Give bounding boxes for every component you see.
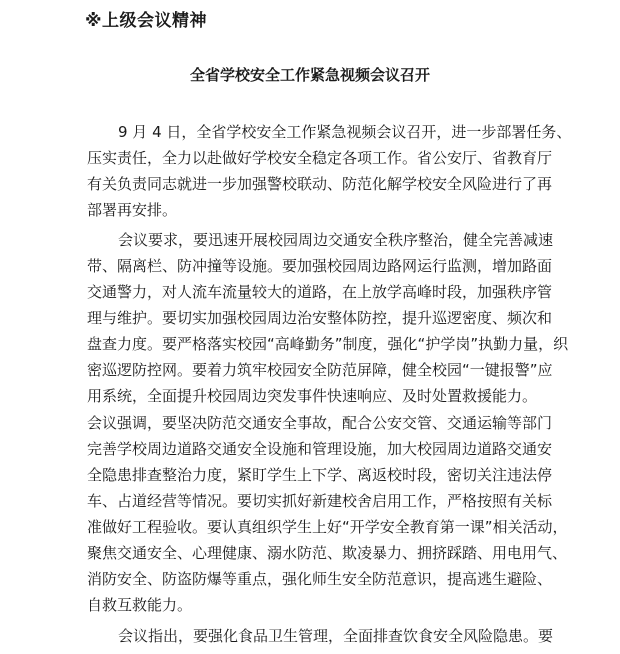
paragraph-line: 部署再安排。 bbox=[87, 201, 178, 219]
paragraph-line: 压实责任，全力以赴做好学校安全稳定各项工作。省公安厅、省教育厅 bbox=[87, 149, 553, 167]
paragraph-line: 交通警力，对人流车流量较大的道路，在上放学高峰时段，加强秩序管 bbox=[87, 283, 553, 301]
paragraph-line: 带、隔离栏、防冲撞等设施。要加强校园周边路网运行监测，增加路面 bbox=[87, 257, 553, 275]
article-title: 全省学校安全工作紧急视频会议召开 bbox=[189, 66, 430, 84]
paragraph-line: 用系统，全面提升校园周边突发事件快速响应、及时处置救援能力。 bbox=[87, 387, 538, 405]
paragraph-line: 盘查力度。要严格落实校园“高峰勤务”制度，强化“护学岗”执勤力量，织 bbox=[87, 335, 569, 353]
paragraph-line: 聚焦交通安全、心理健康、溺水防范、欺凌暴力、拥挤踩踏、用电用气、 bbox=[87, 544, 568, 562]
paragraph-line: 完善学校周边道路交通安全设施和管理设施，加大校园周边道路交通安 bbox=[87, 440, 553, 458]
paragraph-line: 会议强调，要坚决防范交通安全事故，配合公安交管、交通运输等部门 bbox=[87, 414, 553, 432]
paragraph-line: 自救互救能力。 bbox=[87, 596, 193, 614]
paragraph-line: 消防安全、防盗防爆等重点，强化师生安全防范意识，提高逃生避险、 bbox=[87, 570, 553, 588]
paragraph-line: 会议要求，要迅速开展校园周边交通安全秩序整治，健全完善减速 bbox=[118, 231, 554, 249]
paragraph-line: 准做好工程验收。要认真组织学生上好“开学安全教育第一课”相关活动， bbox=[87, 518, 568, 536]
section-title: ※上级会议精神 bbox=[85, 11, 208, 31]
paragraph-line: 全隐患排查整治力度，紧盯学生上下学、离返校时段，密切关注违法停 bbox=[87, 466, 553, 484]
paragraph-line: 密巡逻防控网。要着力筑牢校园安全防范屏障，健全校园“一键报警”应 bbox=[87, 361, 553, 379]
paragraph-line: 车、占道经营等情况。要切实抓好新建校舍启用工作，严格按照有关标 bbox=[87, 492, 553, 510]
paragraph-line: 有关负责同志就进一步加强警校联动、防范化解学校安全风险进行了再 bbox=[87, 175, 553, 193]
paragraph-line: 理与维护。要切实加强校园周边治安整体防控，提升巡逻密度、频次和 bbox=[87, 309, 553, 327]
paragraph-line: 9 月 4 日，全省学校安全工作紧急视频会议召开，进一步部署任务、 bbox=[118, 123, 572, 141]
paragraph-line: 会议指出，要强化食品卫生管理，全面排查饮食安全风险隐患。要 bbox=[118, 627, 554, 645]
